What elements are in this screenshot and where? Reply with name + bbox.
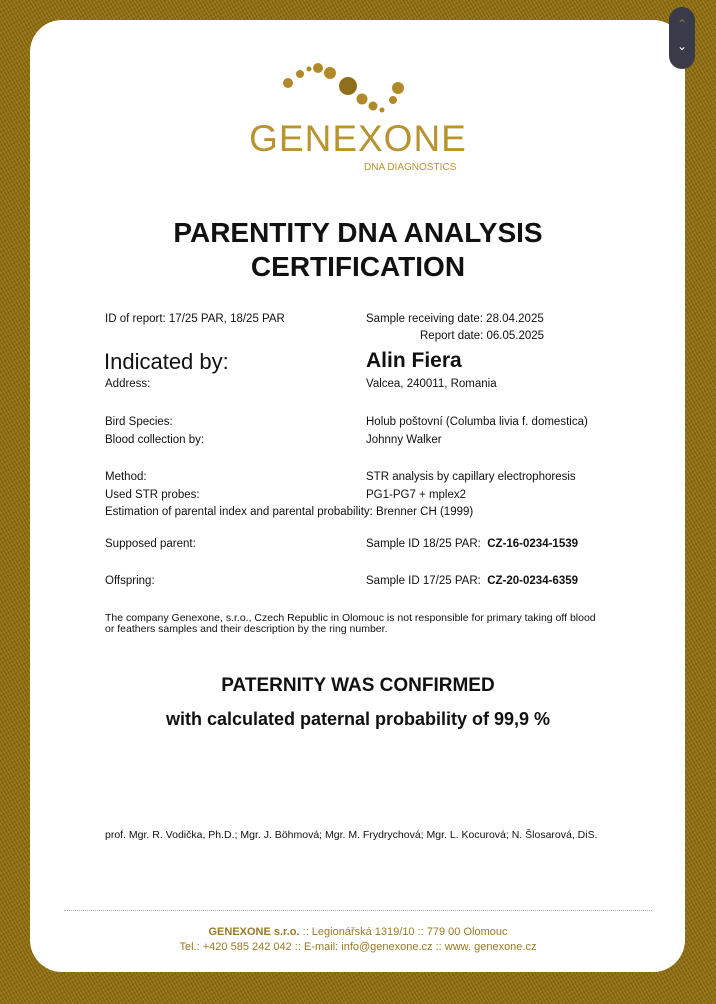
report-id: ID of report: 17/25 PAR, 18/25 PAR: [105, 313, 285, 325]
indicated-label: Indicated by:: [104, 349, 229, 374]
footer-street: :: Legionářská 1319/10 :: 779 00 Olomouc: [299, 926, 508, 938]
offspring-sample: [366, 575, 578, 587]
chevron-down-icon[interactable]: ⌄: [676, 39, 688, 53]
species-label: Bird Species:: [105, 416, 173, 428]
address-value: Valcea, 240011, Romania: [366, 378, 497, 390]
estimation: Estimation of parental index and parental probability: Brenner CH (1999): [105, 506, 474, 518]
offspring-ring: CZ-20-0234-6359: [487, 575, 579, 587]
footer-company: GENEXONE s.r.o.: [208, 926, 300, 938]
parent-sample: [366, 538, 578, 550]
method-value: STR analysis by capillary electrophoresis: [366, 471, 576, 483]
page-nav: [669, 7, 695, 69]
parent-sample-id: Sample ID 18/25 PAR:: [366, 538, 481, 550]
chevron-up-icon[interactable]: ⌃: [676, 17, 688, 31]
footer-address: [0, 926, 716, 938]
disclaimer-line: The company Genexone, s.r.o., Czech Republic in Olomouc is not responsible for primary taking off blood: [105, 612, 596, 624]
indicated-value: Alin Fiera: [366, 349, 462, 372]
probes-label: Used STR probes:: [105, 489, 200, 501]
disclaimer: [105, 613, 596, 635]
offspring-label: Offspring:: [105, 575, 155, 587]
parent-ring: CZ-16-0234-1539: [487, 538, 579, 550]
disclaimer-line: or feathers samples and their description by the ring number.: [105, 623, 388, 635]
blood-value: Johnny Walker: [366, 434, 442, 446]
title-line-1: PARENTITY DNA ANALYSIS: [173, 217, 543, 248]
probes-value: PG1-PG7 + mplex2: [366, 489, 467, 501]
parent-label: Supposed parent:: [105, 538, 196, 550]
logo-wordmark: GENEXONE: [249, 118, 467, 159]
result-headline: PATERNITY WAS CONFIRMED: [221, 675, 495, 696]
logo-dna-dots-icon: [278, 60, 408, 115]
result-probability: with calculated paternal probability of 99,9 %: [165, 709, 551, 729]
address-label: Address:: [105, 378, 151, 390]
method-label: Method:: [105, 471, 147, 483]
footer-divider: [64, 910, 652, 911]
report-date: Report date: 06.05.2025: [420, 330, 545, 342]
species-value: Holub poštovní (Columba livia f. domestica): [366, 416, 588, 428]
blood-label: Blood collection by:: [105, 434, 205, 446]
sample-receiving-date: Sample receiving date: 28.04.2025: [366, 313, 544, 325]
title-line-2: CERTIFICATION: [250, 251, 466, 282]
offspring-sample-id: Sample ID 17/25 PAR:: [366, 575, 481, 587]
footer-contact: Tel.: +420 585 242 042 :: E-mail: info@genexone.cz :: www. genexone.cz: [179, 941, 537, 953]
signatories: prof. Mgr. R. Vodička, Ph.D.; Mgr. J. Böhmová; Mgr. M. Frydrychová; Mgr. L. Kocurová; N. Šlosarová, DiS.: [105, 829, 598, 841]
logo-tagline: DNA DIAGNOSTICS: [364, 162, 457, 173]
